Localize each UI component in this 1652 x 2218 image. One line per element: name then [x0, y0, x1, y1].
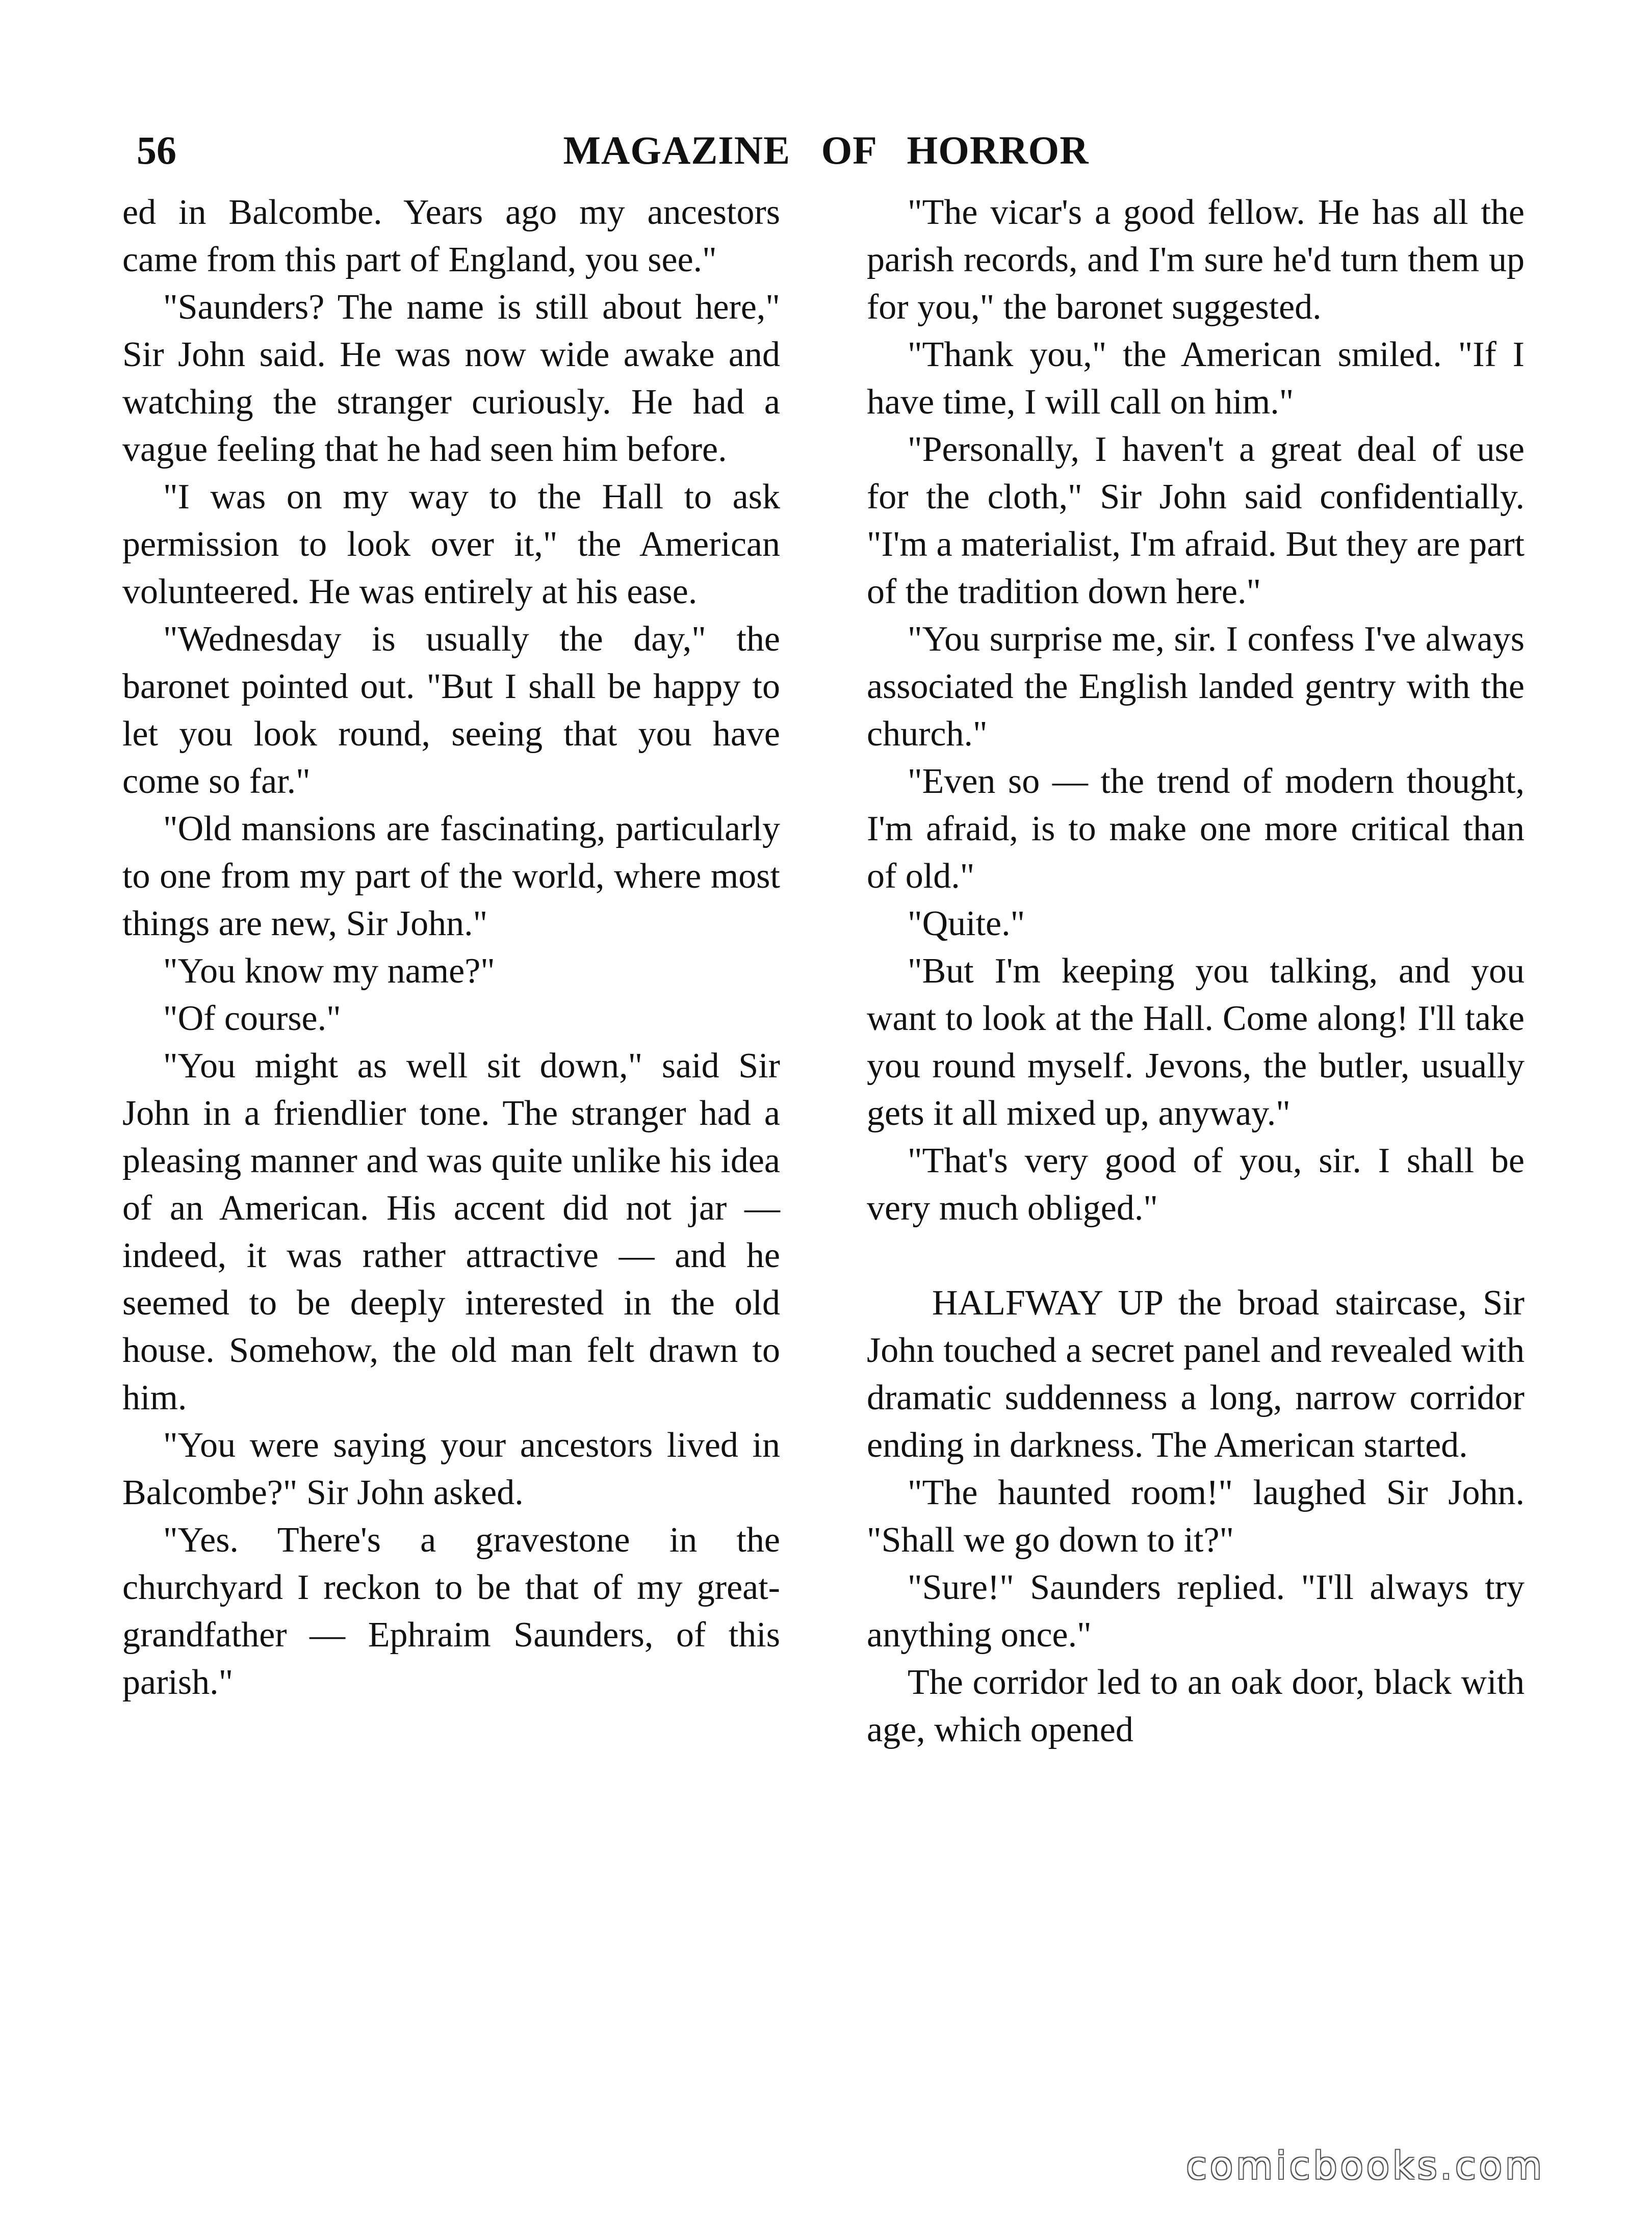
paragraph: "Saunders? The name is still about here," Sir John said. He was now wide awake and watching the stranger curiously. He had a vague feeling that he had seen him before.	[122, 288, 780, 469]
paragraph: "Thank you," the American smiled. "If I have time, I will call on him."	[867, 335, 1525, 422]
paragraph: "Quite."	[908, 904, 1025, 943]
paragraph: "Wednesday is usually the day," the baronet pointed out. "But I shall be happy to let you look round, seeing that you have come so far."	[122, 620, 780, 801]
paragraph: "Personally, I haven't a great deal of use for the cloth," Sir John said confidentially. "I'm a materialist, I'm afraid. But they are part of the tradition down here."	[867, 430, 1525, 611]
paragraph: "You know my name?"	[163, 951, 495, 991]
left-column	[122, 189, 780, 1706]
paragraph: "Old mansions are fascinating, particularly to one from my part of the world, where most things are new, Sir John."	[122, 809, 780, 943]
paragraph: ed in Balcombe. Years ago my ancestors came from this part of England, you see."	[122, 193, 780, 279]
paragraph: "You surprise me, sir. I confess I've always associated the English landed gentry with the church."	[867, 620, 1525, 754]
paragraph: "I was on my way to the Hall to ask permission to look over it," the American volunteered. He was entirely at his ease.	[122, 477, 780, 611]
paragraph: "You were saying your ancestors lived in Balcombe?" Sir John asked.	[122, 1426, 780, 1512]
paragraph: "The haunted room!" laughed Sir John. "Shall we go down to it?"	[867, 1473, 1525, 1560]
section-start-paragraph: HALFWAY UP the broad staircase, Sir John touched a secret panel and revealed with dramatic suddenness a long, narrow corridor ending in darkness. The American started.	[867, 1283, 1525, 1465]
paragraph: "You might as well sit down," said Sir John in a friendlier tone. The stranger had a pleasing manner and was quite unlike his idea of an American. His accent did not jar — indeed, it was rather attractive — and he seemed to be deeply interested in the old house. Somehow, the old man felt drawn to him.	[122, 1046, 780, 1417]
paragraph: "Even so — the trend of modern thought, I'm afraid, is to make one more critical than of old."	[867, 762, 1525, 896]
paragraph: "Sure!" Saunders replied. "I'll always try anything once."	[867, 1568, 1525, 1655]
paragraph: "The vicar's a good fellow. He has all the parish records, and I'm sure he'd turn them up for you," the baronet suggested.	[867, 193, 1525, 327]
magazine-title: MAGAZINE OF HORROR	[563, 128, 1089, 172]
page-header	[0, 122, 1652, 178]
paragraph: "That's very good of you, sir. I shall be very much obliged."	[867, 1141, 1525, 1228]
paragraph: "Of course."	[163, 999, 341, 1038]
paragraph: The corridor led to an oak door, black with age, which opened	[867, 1663, 1525, 1749]
page-number: 56	[137, 128, 176, 172]
paragraph: "Yes. There's a gravestone in the churchyard I reckon to be that of my great-grandfather — Ephraim Saunders, of this parish."	[122, 1520, 780, 1702]
site-watermark: comicbooks.com	[1186, 2144, 1545, 2188]
paragraph: "But I'm keeping you talking, and you want to look at the Hall. Come along! I'll take you round myself. Jevons, the butler, usually gets it all mixed up, anyway."	[867, 951, 1525, 1133]
right-column	[867, 189, 1525, 1753]
